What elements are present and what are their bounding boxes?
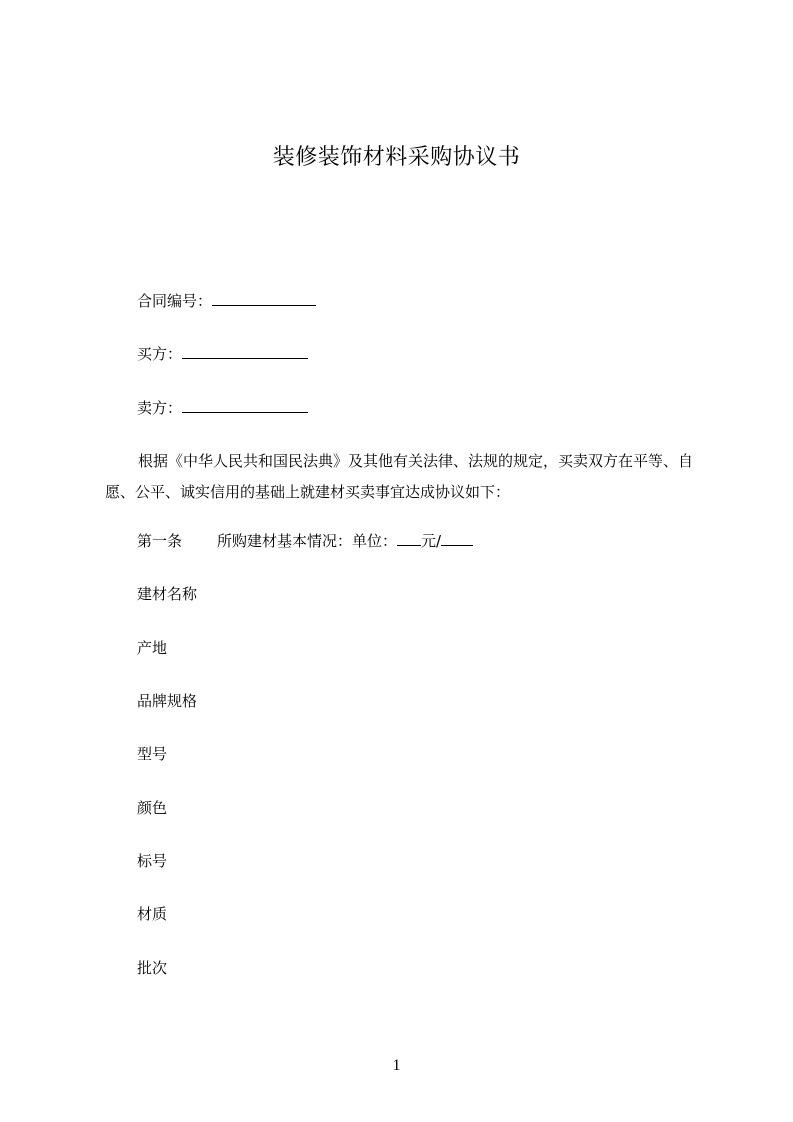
item-batch: 批次	[137, 959, 168, 977]
document-title: 装修装饰材料采购协议书	[272, 145, 521, 170]
seller-label: 卖方：	[137, 399, 183, 417]
item-color: 颜色	[137, 799, 168, 817]
item-material: 材质	[137, 905, 168, 923]
article-1-text: 所购建材基本情况：单位：	[217, 532, 398, 550]
item-origin: 产地	[137, 639, 168, 657]
buyer-label: 买方：	[137, 345, 183, 363]
buyer-line	[137, 344, 308, 364]
item-grade: 标号	[137, 852, 168, 870]
price-blank	[397, 531, 421, 546]
item-brand-spec: 品牌规格	[137, 692, 198, 710]
article-1-unit-suffix: 元/	[421, 532, 442, 550]
contract-number-label: 合同编号：	[137, 292, 213, 310]
buyer-blank	[182, 344, 308, 359]
item-material-name: 建材名称	[137, 585, 198, 603]
item-model: 型号	[137, 745, 168, 763]
article-1	[137, 531, 473, 551]
page-number: 1	[392, 1057, 401, 1074]
contract-number-line	[137, 291, 316, 311]
article-1-number: 第一条	[137, 532, 183, 550]
unit-blank	[441, 531, 473, 546]
seller-line	[137, 398, 308, 418]
seller-blank	[182, 398, 308, 413]
preamble-paragraph: 根据《中华人民共和国民法典》及其他有关法律、法规的规定，买卖双方在平等、自愿、公平、诚实信用的基础上就建材买卖事宜达成协议如下：	[105, 452, 694, 501]
contract-number-blank	[212, 291, 316, 306]
